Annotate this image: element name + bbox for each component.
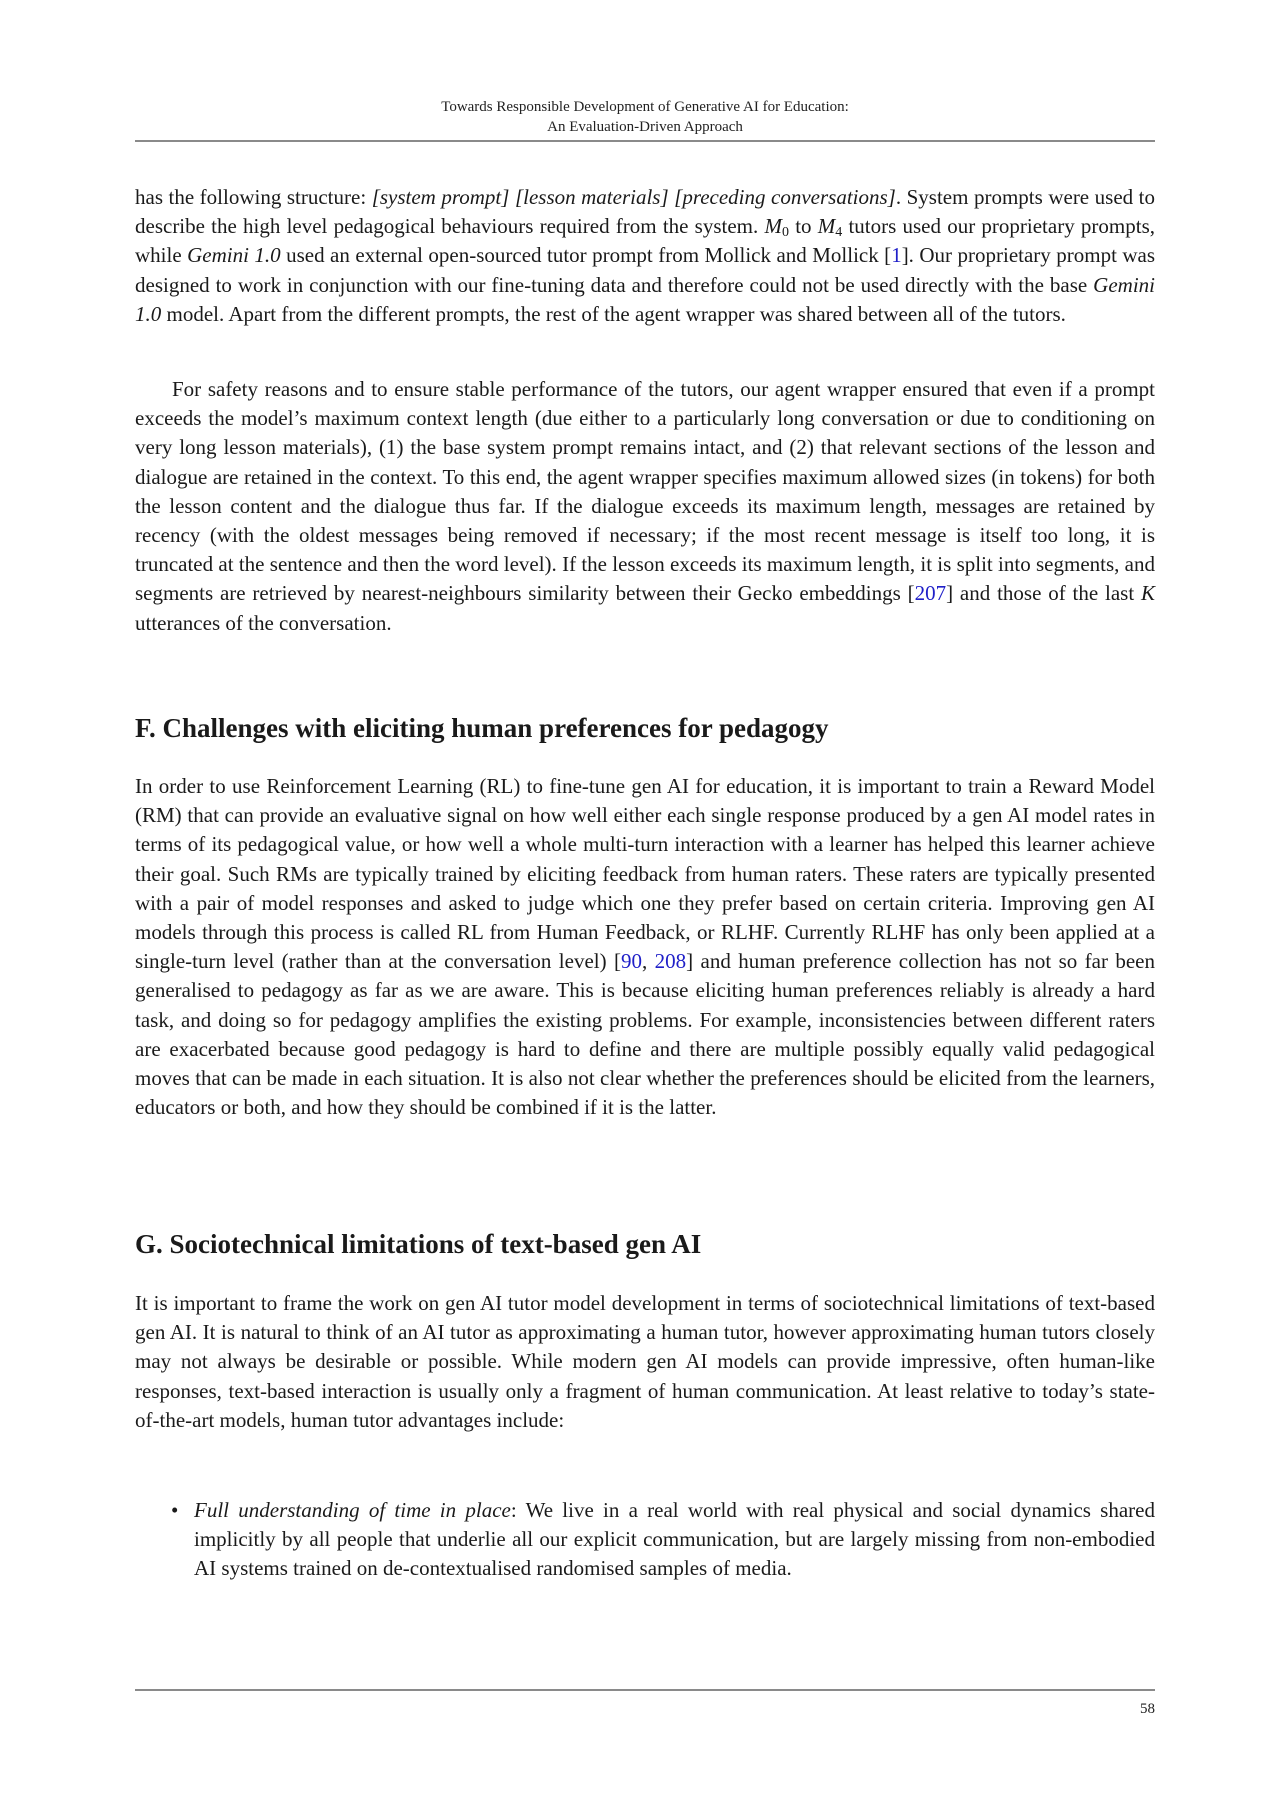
page-number: 58	[1140, 1701, 1155, 1717]
citation-link[interactable]: 207	[914, 581, 947, 606]
paragraph-human-preferences	[135, 772, 1155, 1122]
text: tutors used our proprietary prompts, while	[135, 214, 1155, 268]
footer-rule	[135, 1689, 1155, 1691]
math-symbol: M	[764, 214, 782, 239]
bullet-icon: •	[171, 1498, 179, 1522]
italic-text: Gemini 1.0	[187, 243, 281, 268]
list-item	[135, 1496, 1155, 1584]
text: utterances of the conversation.	[135, 610, 392, 635]
advantages-list	[135, 1496, 1155, 1584]
header-title-line-2: An Evaluation-Driven Approach	[547, 119, 743, 135]
text: used an external open-sourced tutor prompt from Mollick and Mollick [	[280, 243, 892, 268]
math-symbol: K	[1140, 581, 1155, 606]
math-subscript: 4	[835, 225, 843, 241]
section-heading-f: F. Challenges with eliciting human preferences for pedagogy	[135, 713, 829, 743]
list-item-term: Full understanding of time in place	[194, 1498, 511, 1522]
citation-link[interactable]: 90	[620, 949, 642, 974]
list-item-text: : We live in a real world with real physical and social dynamics shared implicitly by all people that underlie all our explicit communication, but are largely missing from non-embodied AI systems trained on de-contextualised randomised samples of media.	[194, 1498, 1155, 1581]
math-symbol: M	[817, 214, 836, 239]
text: has the following structure:	[135, 185, 372, 209]
italic-text: Gemini 1.0	[135, 272, 1155, 326]
text: ]. Our proprietary prompt was designed to work in conjunction with our fine-tuning data and therefore could not be used directly with the base	[135, 243, 1156, 297]
italic-text: [system prompt] [lesson materials] [preceding conversations]	[371, 185, 896, 209]
header-title-line-1: Towards Responsible Development of Generative AI for Education:	[441, 99, 849, 115]
math-subscript: 0	[781, 225, 789, 241]
paragraph-prompt-structure	[135, 183, 1155, 329]
text: For safety reasons and to ensure stable performance of the tutors, our agent wrapper ensured that even if a prompt exceeds the model’s maximum context length (due either to a particularly long conversation or due to conditioning on very long lesson materials), (1) the base system prompt remains intact, and (2) that relevant sections of the lesson and dialogue are retained in the context. To this end, the agent wrapper specifies maximum allowed sizes (in tokens) for both the lesson content and the dialogue thus far. If the dialogue exceeds its maximum length, messages are retained by recency (with the oldest messages being removed if necessary; if the most recent message is itself too long, it is truncated at the sentence and then the word level). If the lesson exceeds its maximum length, it is split into segments, and segments are retrieved by nearest-neighbours similarity between their Gecko embeddings [	[135, 377, 1155, 606]
paragraph-sociotechnical	[135, 1289, 1155, 1435]
section-heading-g: G. Sociotechnical limitations of text-based gen AI	[135, 1229, 702, 1259]
text: ,	[641, 949, 655, 974]
text: ] and human preference collection has not so far been generalised to pedagogy as far as we are aware. This is because eliciting human preferences reliably is already a hard task, and doing so for pedagogy amplifies the existing problems. For example, inconsistencies between different raters are exacerbated because good pedagogy is hard to define and there are multiple possibly equally valid pedagogical moves that can be made in each situation. It is also not clear whether the preferences should be elicited from the learners, educators or both, and how they should be combined if it is the latter.	[135, 949, 1156, 1120]
paragraph-agent-wrapper	[135, 375, 1155, 638]
text: In order to use Reinforcement Learning (RL) to fine-tune gen AI for education, it is important to train a Reward Model (RM) that can provide an evaluative signal on how well either each single response produced by a gen AI model rates in terms of its pedagogical value, or how well a whole multi-turn interaction with a learner has helped this learner achieve their goal. Such RMs are typically trained by eliciting feedback from human raters. These raters are typically presented with a pair of model responses and asked to judge which one they prefer based on certain criteria. Improving gen AI models through this process is called RL from Human Feedback, or RLHF. Currently RLHF has only been applied at a single-turn level (rather than at the conversation level) [	[135, 774, 1155, 974]
header-rule	[135, 140, 1155, 142]
text: ] and those of the last	[946, 581, 1141, 606]
text: to	[788, 214, 818, 239]
citation-link[interactable]: 208	[654, 949, 687, 974]
running-header	[135, 97, 1155, 137]
text: model. Apart from the different prompts, the rest of the agent wrapper was shared between all of the tutors.	[161, 301, 1066, 326]
citation-link[interactable]: 1	[891, 243, 902, 268]
text: It is important to frame the work on gen AI tutor model development in terms of sociotechnical limitations of text-based gen AI. It is natural to think of an AI tutor as approximating a human tutor, however approximating human tutors closely may not always be desirable or possible. While modern gen AI models can provide impressive, often human-like responses, text-based interaction is usually only a fragment of human communication. At least relative to today’s state-of-the-art models, human tutor advantages include:	[135, 1291, 1155, 1432]
text: . System prompts were used to describe the high level pedagogical behaviours required from the system.	[135, 185, 1155, 239]
